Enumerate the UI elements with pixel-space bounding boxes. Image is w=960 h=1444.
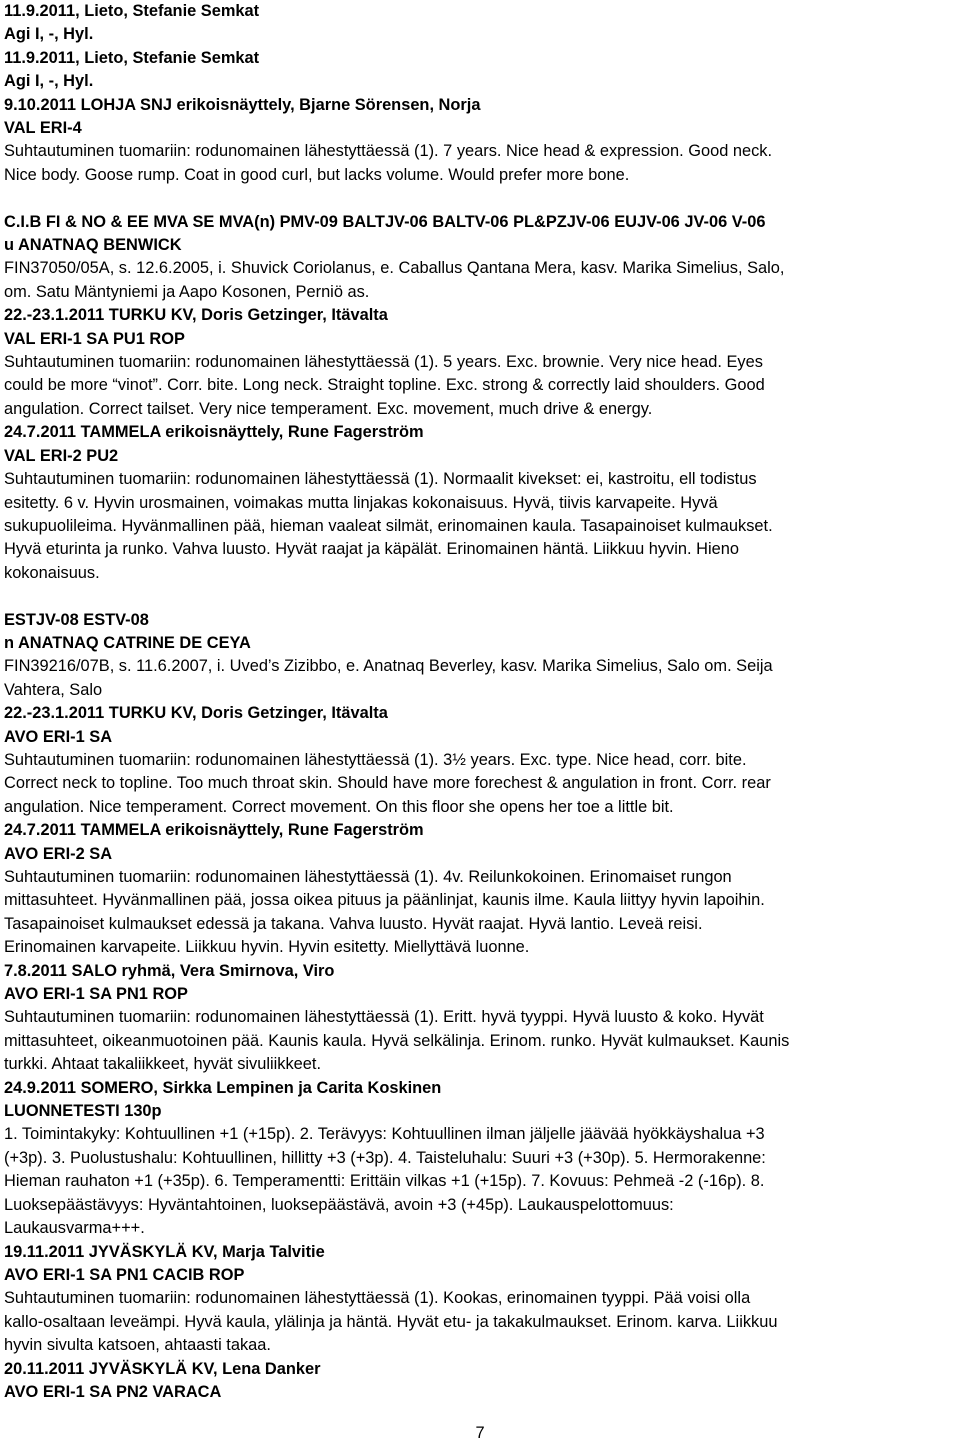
document-body [4,0,956,1404]
text-line: mittasuhteet, oikeanmuotoinen pää. Kaunis kaula. Hyvä selkälinja. Erinom. runko. Hyvät kulmaukset. Kaunis [4,1031,790,1050]
blank-line [4,187,956,210]
heading-line: 19.11.2011 JYVÄSKYLÄ KV, Marja Talvitie [4,1242,325,1261]
heading-line: Agi I, -, Hyl. [4,25,94,44]
text-line: turkki. Ahtaat takaliikkeet, hyvät sivuliikkeet. [4,1055,322,1074]
text-line: Erinomainen karvapeite. Liikkuu hyvin. Hyvin esitetty. Miellyttävä luonne. [4,938,530,957]
text-line: Hyvä eturinta ja runko. Vahva luusto. Hyvät raajat ja käpälät. Erinomainen häntä. Liikkuu hyvin. Hieno [4,540,739,559]
heading-line: VAL ERI-2 PU2 [4,446,119,465]
heading-line: AVO ERI-1 SA PN2 VARACA [4,1382,222,1401]
text-line: (+3p). 3. Puolustushalu: Kohtuullinen, hillitty +3 (+3p). 4. Taisteluhalu: Suuri +3 (+30p). 5. Hermorakenne: [4,1148,766,1167]
heading-line: n ANATNAQ CATRINE DE CEYA [4,633,251,652]
heading-line: AVO ERI-2 SA [4,844,113,863]
heading-line: VAL ERI-4 [4,119,82,138]
heading-line: AVO ERI-1 SA [4,727,113,746]
text-line: Correct neck to topline. Too much throat skin. Should have more forechest & angulation in front. Corr. rear [4,774,771,793]
heading-line: 7.8.2011 SALO ryhmä, Vera Smirnova, Viro [4,961,335,980]
text-line: Suhtautuminen tuomariin: rodunomainen lähestyttäessä (1). 5 years. Exc. brownie. Very nice head. Eyes [4,353,763,372]
text-line: Suhtautuminen tuomariin: rodunomainen lähestyttäessä (1). Kookas, erinomainen tyyppi. Pää voisi olla [4,1289,751,1308]
text-line: angulation. Correct tailset. Very nice temperament. Exc. movement, much drive & energy. [4,399,653,418]
text-line: sukupuolileima. Hyvänmallinen pää, hieman vaaleat silmät, erinomainen kaula. Tasapainoiset kulmaukset. [4,516,773,535]
heading-line: VAL ERI-1 SA PU1 ROP [4,329,185,348]
text-line: Vahtera, Salo [4,680,103,699]
heading-line: 24.7.2011 TAMMELA erikoisnäyttely, Rune Fagerström [4,821,424,840]
text-line: angulation. Nice temperament. Correct movement. On this floor she opens her toe a little bit. [4,797,674,816]
heading-line: 9.10.2011 LOHJA SNJ erikoisnäyttely, Bjarne Sörensen, Norja [4,95,481,114]
heading-line: ESTJV-08 ESTV-08 [4,610,149,629]
heading-line: 11.9.2011, Lieto, Stefanie Semkat [4,2,260,20]
text-line: Nice body. Goose rump. Coat in good curl, but lacks volume. Would prefer more bone. [4,165,630,184]
text-line: hyvin sivulta katsoen, ahtaasti takaa. [4,1336,271,1355]
heading-line: AVO ERI-1 SA PN1 CACIB ROP [4,1265,245,1284]
text-line: mittasuhteet. Hyvänmallinen pää, jossa oikea pituus ja päänlinjat, kaunis ilme. Kaula liittyy hyvin lapoihin. [4,891,765,910]
page-number: 7 [475,1424,485,1442]
heading-line: LUONNETESTI 130p [4,1102,162,1121]
heading-line: u ANATNAQ BENWICK [4,236,182,255]
heading-line: 22.-23.1.2011 TURKU KV, Doris Getzinger, Itävalta [4,704,388,723]
heading-line: Agi I, -, Hyl. [4,72,94,91]
heading-line: 20.11.2011 JYVÄSKYLÄ KV, Lena Danker [4,1359,321,1378]
text-line: Suhtautuminen tuomariin: rodunomainen lähestyttäessä (1). Eritt. hyvä tyyppi. Hyvä luusto & koko. Hyvät [4,1008,764,1027]
text-line: Suhtautuminen tuomariin: rodunomainen lähestyttäessä (1). 3½ years. Exc. type. Nice head, corr. bite. [4,750,747,769]
text-line: Laukausvarma+++. [4,1219,145,1238]
text-line: could be more “vinot”. Corr. bite. Long neck. Straight topline. Exc. strong & correctly laid shoulders. Good [4,376,765,395]
text-line: Hieman rauhaton +1 (+35p). 6. Temperamentti: Erittäin vilkas +1 (+15p). 7. Kovuus: Pehmeä -2 (-16p). 8. [4,1172,765,1191]
text-line: esitetty. 6 v. Hyvin urosmainen, voimakas mutta linjakas kokonaisuus. Hyvä, tiivis karvapeite. Hyvä [4,493,718,512]
text-line: kokonaisuus. [4,563,100,582]
heading-line: 11.9.2011, Lieto, Stefanie Semkat [4,48,260,67]
heading-line: 22.-23.1.2011 TURKU KV, Doris Getzinger, Itävalta [4,306,388,325]
heading-line: 24.9.2011 SOMERO, Sirkka Lempinen ja Carita Koskinen [4,1078,442,1097]
text-line: Suhtautuminen tuomariin: rodunomainen lähestyttäessä (1). Normaalit kivekset: ei, kastroitu, ell todistus [4,470,757,489]
heading-line: AVO ERI-1 SA PN1 ROP [4,985,188,1004]
heading-line: 24.7.2011 TAMMELA erikoisnäyttely, Rune Fagerström [4,423,424,442]
text-line: om. Satu Mäntyniemi ja Aapo Kosonen, Perniö as. [4,282,370,301]
text-line: 1. Toimintakyky: Kohtuullinen +1 (+15p). 2. Terävyys: Kohtuullinen ilman jäljelle jäävää hyökkäyshalua +3 [4,1125,765,1144]
text-line: FIN39216/07B, s. 11.6.2007, i. Uved’s Zizibbo, e. Anatnaq Beverley, kasv. Marika Simelius, Salo om. Seija [4,657,773,676]
heading-line: C.I.B FI & NO & EE MVA SE MVA(n) PMV-09 BALTJV-06 BALTV-06 PL&PZJV-06 EUJV-06 JV-06 V-06 [4,212,766,231]
text-line: Tasapainoiset kulmaukset edessä ja takana. Vahva luusto. Hyvät raajat. Hyvä lantio. Leveä reisi. [4,914,703,933]
text-line: Suhtautuminen tuomariin: rodunomainen lähestyttäessä (1). 7 years. Nice head & expression. Good neck. [4,142,773,161]
text-line: Luoksepäästävyys: Hyväntahtoinen, luoksepäästävä, avoin +3 (+45p). Laukauspelottomuus: [4,1195,674,1214]
text-line: kallo-osaltaan leveämpi. Hyvä kaula, ylälinja ja häntä. Hyvät etu- ja takakulmaukset. Erinom. karva. Liikkuu [4,1312,778,1331]
text-line: FIN37050/05A, s. 12.6.2005, i. Shuvick Coriolanus, e. Caballus Qantana Mera, kasv. Marika Simelius, Salo, [4,259,785,278]
text-line: Suhtautuminen tuomariin: rodunomainen lähestyttäessä (1). 4v. Reilunkokoinen. Erinomaiset rungon [4,868,732,886]
blank-line [4,585,956,608]
